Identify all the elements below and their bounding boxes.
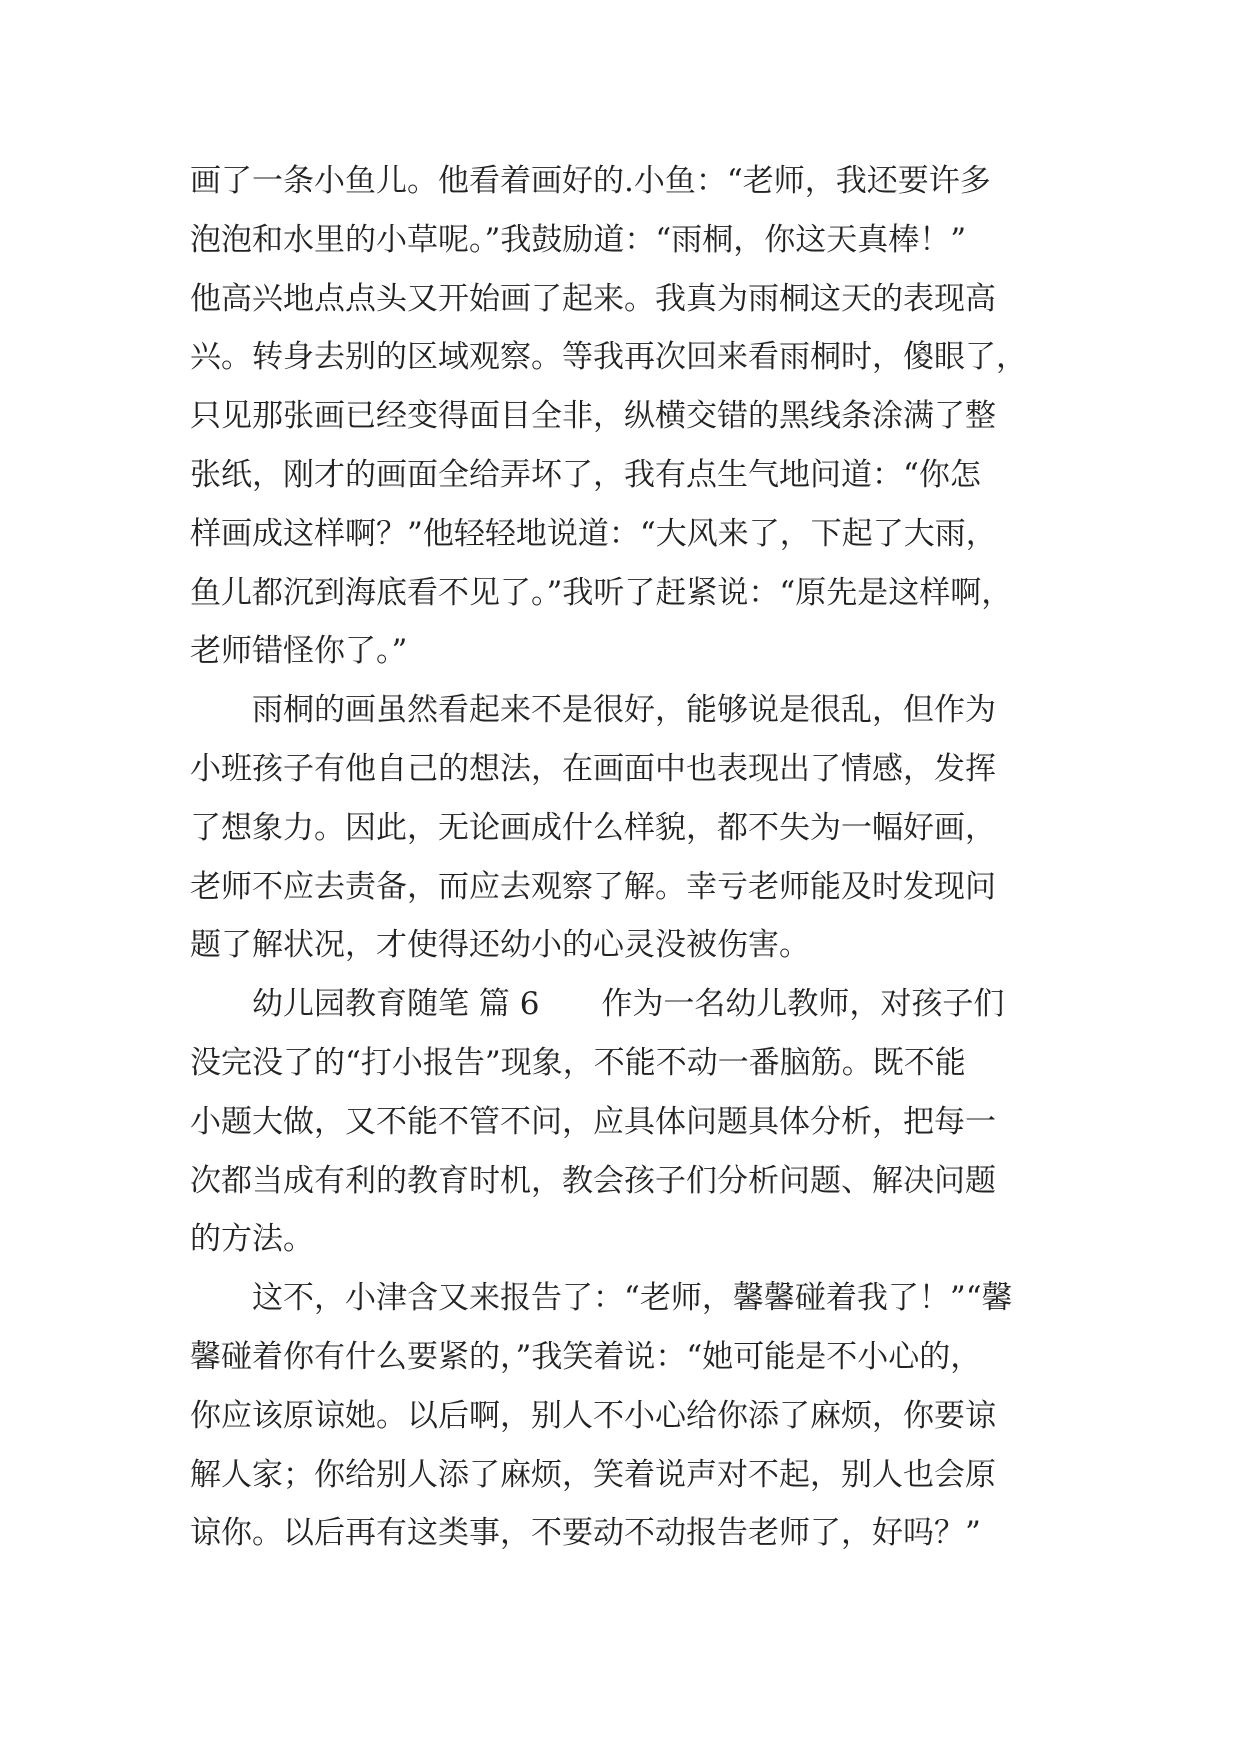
text-line: 样画成这样啊？”他轻轻地说道：“大风来了，下起了大雨， <box>190 515 997 552</box>
text-line: 鱼儿都沉到海底看不见了。”我听了赶紧说：“原先是这样啊， <box>190 574 1013 611</box>
body-text <box>190 152 1070 1563</box>
text-line: 题了解状况，才使得还幼小的心灵没被伤害。 <box>190 927 810 964</box>
text-line: 谅你。以后再有这类事，不要动不动报告老师了，好吗？” <box>190 1515 981 1552</box>
text-line: 次都当成有利的教育时机，教会孩子们分析问题、解决问题 <box>190 1162 996 1199</box>
text-line: 馨碰着你有什么要紧的，”我笑着说：“她可能是不小心的， <box>190 1338 982 1375</box>
text-line: 画了一条小鱼儿。他看着画好的.小鱼：“老师，我还要许多 <box>190 163 991 199</box>
text-line: 泡泡和水里的小草呢。”我鼓励道：“雨桐，你这天真棒！” <box>190 221 967 258</box>
text-line: 幼儿园教育随笔 篇 6 作为一名幼儿教师，对孩子们 <box>190 986 1005 1023</box>
text-line: 小题大做，又不能不管不问，应具体问题具体分析，把每一 <box>190 1103 996 1140</box>
text-line: 了想象力。因此，无论画成什么样貌，都不失为一幅好画， <box>190 809 996 846</box>
text-line: 老师不应去责备，而应去观察了解。幸亏老师能及时发现问 <box>190 868 996 905</box>
text-line: 兴。转身去别的区域观察。等我再次回来看雨桐时，傻眼了， <box>190 339 1027 376</box>
text-line: 解人家；你给别人添了麻烦，笑着说声对不起，别人也会原 <box>190 1456 996 1493</box>
text-line: 的方法。 <box>190 1221 314 1258</box>
text-line: 这不，小津含又来报告了：“老师，馨馨碰着我了！”“馨 <box>190 1280 1013 1317</box>
text-line: 他高兴地点点头又开始画了起来。我真为雨桐这天的表现高 <box>190 280 996 317</box>
text-line: 张纸，刚才的画面全给弄坏了，我有点生气地问道：“你怎 <box>190 456 981 493</box>
text-line: 只见那张画已经变得面目全非，纵横交错的黑线条涂满了整 <box>190 398 996 435</box>
text-line: 老师错怪你了。” <box>190 633 408 670</box>
text-line: 你应该原谅她。以后啊，别人不小心给你添了麻烦，你要谅 <box>190 1397 996 1434</box>
text-line: 雨桐的画虽然看起来不是很好，能够说是很乱，但作为 <box>190 692 996 729</box>
text-line: 没完没了的“打小报告”现象，不能不动一番脑筋。既不能 <box>190 1044 966 1081</box>
text-line: 小班孩子有他自己的想法，在画面中也表现出了情感，发挥 <box>190 750 996 787</box>
